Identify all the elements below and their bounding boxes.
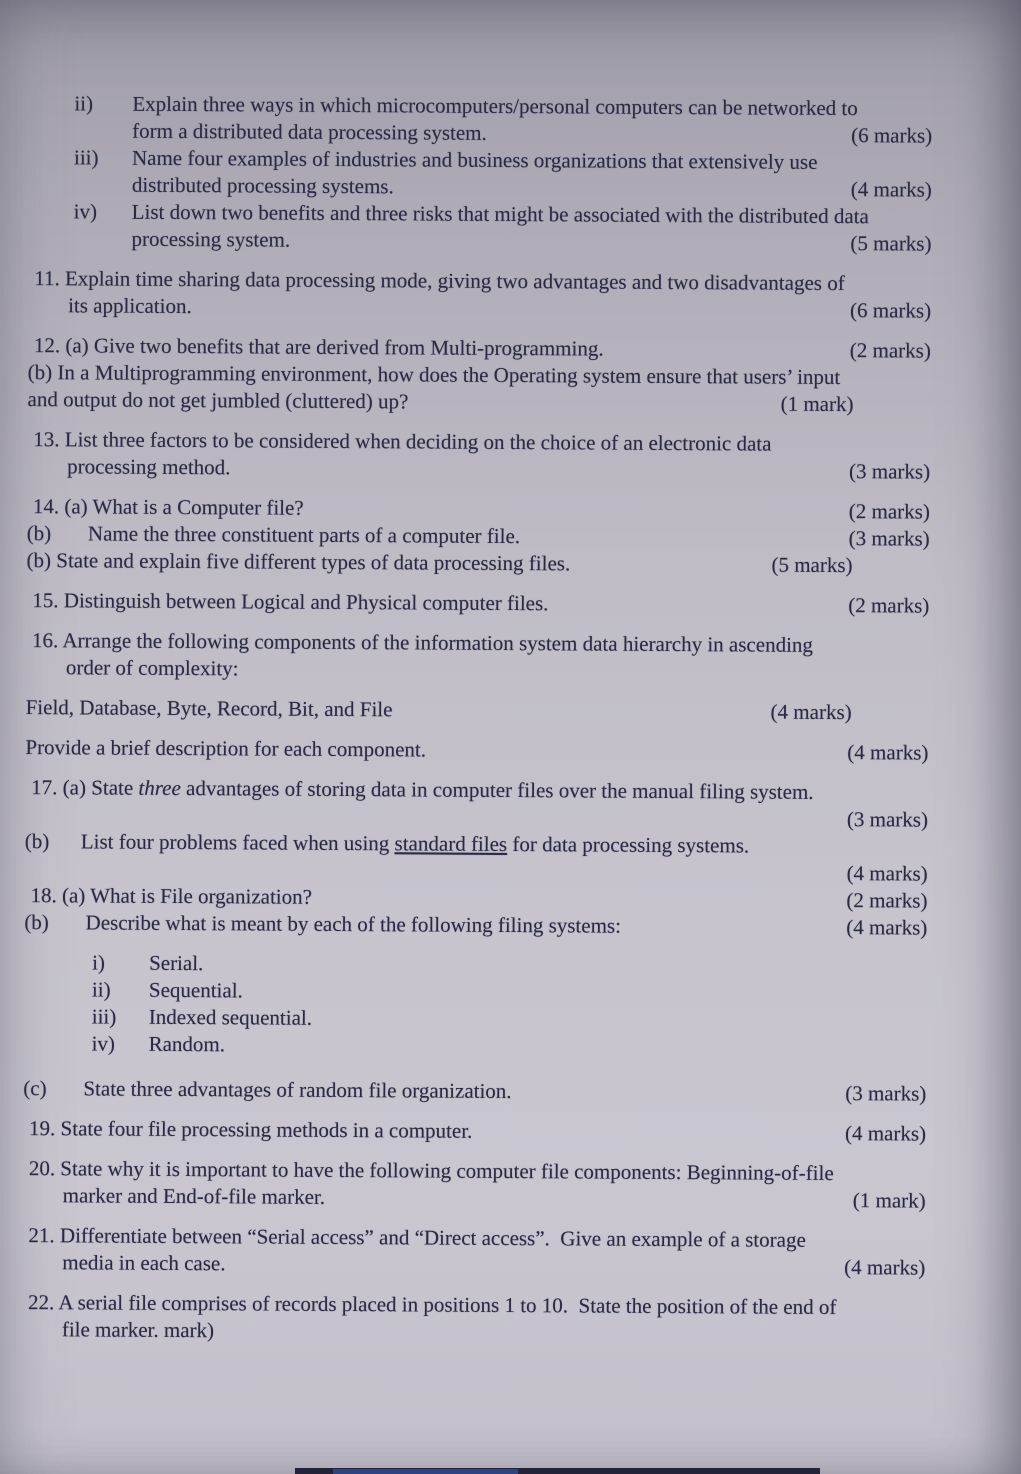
question-text: Sequential. bbox=[148, 977, 243, 1003]
marks-label: (3 marks) bbox=[845, 1081, 927, 1106]
photo-table-edge-blue bbox=[333, 1469, 518, 1474]
question-label: iii) bbox=[91, 1004, 117, 1029]
marks-label: (4 marks) bbox=[770, 699, 852, 725]
marks-label: (3 marks) bbox=[848, 459, 931, 484]
question-block bbox=[0, 90, 1020, 258]
question-text: (b) Name the three constituent parts of a computer file. bbox=[26, 521, 521, 549]
question-line bbox=[0, 1182, 1014, 1215]
marks-label: (4 marks) bbox=[847, 740, 929, 765]
question-line bbox=[0, 1316, 1013, 1349]
marks-label: (6 marks) bbox=[849, 298, 932, 323]
question-text: 12. (a) Give two benefits that are derived from Multi-programming. bbox=[33, 333, 604, 361]
marks-label: (4 marks) bbox=[844, 1255, 926, 1280]
question-text: order of complexity: bbox=[65, 655, 239, 681]
question-line bbox=[0, 292, 1019, 325]
question-block bbox=[0, 587, 1017, 620]
question-block bbox=[0, 1222, 1014, 1282]
question-block bbox=[0, 1289, 1013, 1349]
question-text: Indexed sequential. bbox=[148, 1004, 313, 1030]
question-block bbox=[0, 627, 1017, 687]
marks-label: (3 marks) bbox=[848, 526, 930, 551]
marks-label: (4 marks) bbox=[846, 915, 928, 940]
question-line bbox=[0, 587, 1017, 620]
question-text: processing method. bbox=[67, 454, 231, 480]
question-text: file marker. mark) bbox=[61, 1317, 215, 1343]
question-block bbox=[0, 774, 1016, 942]
marks-label: (6 marks) bbox=[851, 123, 933, 148]
question-label: ii) bbox=[91, 977, 111, 1002]
question-line bbox=[0, 734, 1016, 767]
question-block bbox=[0, 734, 1016, 767]
question-text: 16. Arrange the following components of the information system data hierarchy in ascending bbox=[32, 628, 814, 657]
question-block bbox=[0, 493, 1018, 580]
question-line bbox=[0, 386, 1019, 419]
question-block bbox=[0, 1115, 1014, 1148]
question-text: 18. (a) What is File organization? bbox=[30, 883, 313, 909]
question-text: 17. (a) State three advantages of storing data in computer files over the manual filing system. bbox=[31, 775, 814, 804]
marks-label: (5 marks) bbox=[771, 552, 853, 578]
marks-label: (5 marks) bbox=[850, 231, 932, 256]
marks-label: (2 marks) bbox=[846, 888, 928, 913]
marks-label: (1 mark) bbox=[852, 1188, 926, 1213]
marks-label: (4 marks) bbox=[846, 861, 928, 886]
question-text: 11. Explain time sharing data processing mode, giving two advantages and two disadvantages of bbox=[34, 266, 845, 296]
question-label: iii) bbox=[73, 145, 99, 170]
question-text: media in each case. bbox=[62, 1250, 226, 1276]
question-line bbox=[0, 1249, 1013, 1282]
question-text: 14. (a) What is a Computer file? bbox=[32, 494, 304, 520]
question-text: and output do not get jumbled (cluttered) up? bbox=[27, 387, 409, 414]
question-text: 21. Differentiate between “Serial access” and “Direct access”. Give an example of a storage bbox=[28, 1223, 806, 1252]
question-line bbox=[0, 909, 1015, 942]
question-block bbox=[0, 694, 1017, 727]
question-text: (b) List four problems faced when using standard files for data processing systems. bbox=[24, 829, 750, 858]
question-block bbox=[0, 1155, 1014, 1215]
marks-label: (3 marks) bbox=[846, 807, 929, 832]
marks-label: (2 marks) bbox=[848, 499, 930, 524]
question-text: (c) State three advantages of random file organization. bbox=[23, 1076, 512, 1104]
marks-label: (2 marks) bbox=[849, 338, 931, 363]
question-text: distributed processing systems. bbox=[131, 172, 394, 199]
question-block bbox=[0, 426, 1018, 486]
question-label: i) bbox=[92, 950, 106, 975]
question-line bbox=[0, 654, 1017, 687]
question-text: Field, Database, Byte, Record, Bit, and File bbox=[25, 695, 393, 722]
question-line bbox=[0, 1075, 1014, 1108]
question-label: ii) bbox=[74, 91, 94, 116]
question-text: marker and End-of-file marker. bbox=[62, 1183, 326, 1209]
question-text: 19. State four file processing methods in a computer. bbox=[29, 1116, 473, 1143]
question-text: List down two benefits and three risks that might be associated with the distributed data bbox=[131, 199, 869, 229]
marks-label: (2 marks) bbox=[848, 593, 930, 618]
question-text: Serial. bbox=[149, 950, 204, 976]
question-label: iv) bbox=[73, 199, 98, 224]
question-text: Random. bbox=[148, 1031, 226, 1057]
marks-label: (4 marks) bbox=[850, 177, 932, 202]
question-block bbox=[0, 265, 1019, 325]
question-text: 22. A serial file comprises of records placed in positions 1 to 10. State the position of the end of bbox=[27, 1290, 837, 1320]
question-line bbox=[0, 1115, 1014, 1148]
question-text: Provide a brief description for each component. bbox=[25, 735, 427, 762]
question-text: 15. Distinguish between Logical and Physical computer files. bbox=[32, 588, 549, 616]
question-block bbox=[0, 1075, 1014, 1108]
question-text: processing system. bbox=[131, 226, 291, 252]
question-block bbox=[0, 949, 1015, 1063]
photo-table-edge bbox=[295, 1468, 820, 1474]
question-line bbox=[0, 225, 1020, 258]
question-label: iv) bbox=[91, 1031, 116, 1056]
question-text: (b) State and explain five different types of data processing files. bbox=[26, 548, 571, 576]
question-text: 13. List three factors to be considered when deciding on the choice of an electronic data bbox=[33, 427, 772, 456]
question-text: (b) Describe what is meant by each of the following filing systems: bbox=[24, 910, 622, 938]
question-text: (b) In a Multiprogramming environment, how does the Operating system ensure that users’ input bbox=[27, 360, 841, 390]
question-text: Name four examples of industries and business organizations that extensively use bbox=[131, 145, 818, 174]
marks-label: (4 marks) bbox=[844, 1121, 927, 1146]
question-text: its application. bbox=[68, 293, 192, 319]
question-text: Explain three ways in which microcomputers/personal computers can be networked to bbox=[132, 91, 858, 121]
question-line bbox=[0, 1030, 1015, 1063]
question-line bbox=[0, 694, 1017, 727]
question-text: form a distributed data processing system. bbox=[132, 118, 487, 145]
marks-label: (1 mark) bbox=[780, 391, 854, 417]
question-line bbox=[0, 453, 1018, 486]
question-block bbox=[0, 332, 1019, 419]
question-text: 20. State why it is important to have the following computer file components: Beginning-of-file bbox=[28, 1156, 834, 1185]
